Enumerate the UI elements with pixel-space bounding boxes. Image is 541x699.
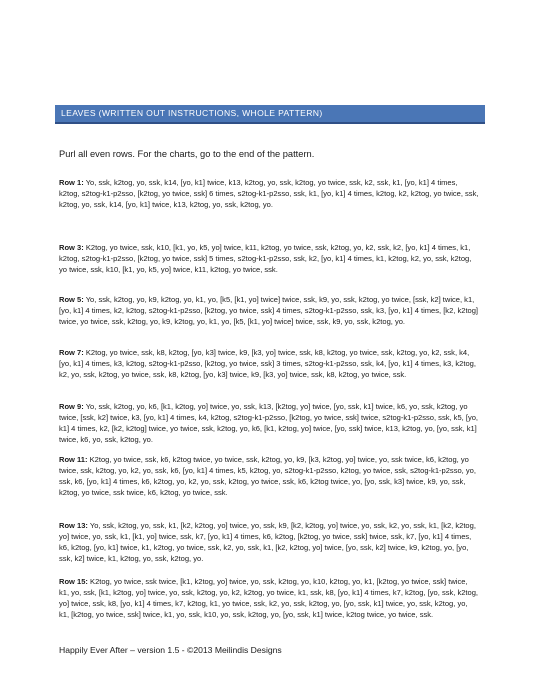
page-footer: Happily Ever After – version 1.5 - ©2013 Meilindis Designs: [59, 645, 282, 655]
row-instruction: [59, 177, 479, 210]
row-text: K2tog, yo twice, ssk, k10, [k1, yo, k5, yo] twice, k11, k2tog, yo twice, ssk, k2tog, yo, k2, ssk, k2, [yo, k1] 4 times, k1, k2tog, s2tog-k1-p2sso, [k2tog, yo twice, ssk] 5 times, s2tog-k1-p2sso, ssk, k2, [yo, k1] 4 times, k1, k2tog, k2, yo, ssk, k2tog, yo twice, ssk, k10, [k1, yo, k5, yo] twice, k11, k2tog, yo twice, ssk.: [59, 243, 472, 274]
row-text: Yo, ssk, k2tog, yo, k6, [k1, k2tog, yo] twice, yo, ssk, k13, [k2tog, yo] twice, [yo, ssk, k1] twice, k6, yo, ssk, k2tog, yo twice, [ssk, k2] twice, k3, [yo, k1] 4 times, k4, k2tog, s2tog-k1-p2sso, [k2tog, yo twice, ssk] twice, s2tog-k1-p2sso, ssk, k5, [yo, k1] 4 times, k2, [k2, k2tog] twice, yo twice, ssk, k2tog, yo, k6, [k1, k2tog, yo] twice, [yo, ssk] twice, k13, k2tog, yo, [yo, ssk, k1] twice, k6, yo, ssk, k2tog, yo.: [59, 402, 479, 444]
row-instruction: [59, 520, 479, 564]
row-text: K2tog, yo twice, ssk, k8, k2tog, [yo, k3] twice, k9, [k3, yo] twice, ssk, k8, k2tog, yo twice, ssk, k2tog, yo, k2, ssk, k4, [yo, k1] 4 times, k3, k2tog, s2tog-k1-p2sso, [k2tog, yo twice, ssk] 3 times, s2tog-k1-p2sso, ssk, k4, [yo, k1] 4 times, k3, k2tog, k2, yo, ssk, k2tog, yo twice, ssk, k8, k2tog, [yo, k3] twice, k9, [k3, yo] twice, ssk, k8, k2tog, yo twice, ssk.: [59, 348, 476, 379]
row-instruction: [59, 576, 479, 620]
row-text: Yo, ssk, k2tog, yo, k9, k2tog, yo, k1, yo, [k5, [k1, yo] twice] twice, ssk, k9, yo, ssk, k2tog, yo twice, [ssk, k2] twice, k1, [yo, k1] 4 times, k2, k2tog, s2tog-k1-p2sso, [k2tog, yo twice, ssk] 4 times, s2tog-k1-p2sso, ssk, k3, [yo, k1] 4 times, [k2, k2tog] twice, yo twice, ssk, k2tog, yo, k9, k2tog, yo, k1, yo, [k5, [k1, yo] twice] twice, ssk, k9, yo, ssk, k2tog, yo.: [59, 295, 479, 326]
row-label: Row 7:: [59, 348, 84, 357]
row-label: Row 1:: [59, 178, 84, 187]
row-label: Row 15:: [59, 577, 88, 586]
section-title: LEAVES (WRITTEN OUT INSTRUCTIONS, WHOLE PATTERN): [61, 108, 323, 118]
row-label: Row 5:: [59, 295, 84, 304]
row-text: Yo, ssk, k2tog, yo, ssk, k1, [k2, k2tog, yo] twice, yo, ssk, k9, [k2, k2tog, yo] twice, yo, ssk, k2, yo, ssk, k1, [k2, k2tog, yo] twice, yo, ssk, k1, [k1, yo] twice, ssk, k7, [yo, k1] 4 times, k6, k2tog, [k2tog, yo twice, ssk] twice, ssk, k7, [yo, k1] 4 times, k6, k2tog, [yo, k1] twice, k1, k2tog, yo twice, ssk, k2, yo, ssk, k1, [k2, k2tog, yo] twice, [yo, ssk, k2] twice, k9, k2tog, yo, [yo, ssk, k2] twice, k1, k2tog, yo, ssk, k2tog, yo.: [59, 521, 476, 563]
row-instruction: [59, 242, 479, 275]
row-label: Row 9:: [59, 402, 84, 411]
row-instruction: [59, 347, 479, 380]
row-text: K2tog, yo twice, ssk, k6, k2tog twice, yo twice, ssk, k2tog, yo, k9, [k3, k2tog, yo] twice, yo, ssk twice, k6, k2tog, yo twice, ssk, k2tog, yo, k2, yo, ssk, k6, [yo, k1] 4 times, k5, k2tog, yo, s2tog-k1-p2sso, k2tog, yo twice, ssk, s2tog-k1-p2sso, yo, ssk, k6, [yo, k1] 4 times, k6, k2tog, yo, k2, yo, ssk, k2tog, yo twice, ssk, k6, k2tog twice, yo, [yo, ssk, k3] twice, k9, yo, ssk, k2tog, yo twice, ssk twice, k6, k2tog, yo twice, ssk.: [59, 455, 476, 497]
row-text: Yo, ssk, k2tog, yo, ssk, k14, [yo, k1] twice, k13, k2tog, yo, ssk, k2tog, yo twice, ssk, k2, ssk, k1, [yo, k1] 4 times, k2tog, s2tog-k1-p2sso, [k2tog, yo twice, ssk] 6 times, s2tog-k1-p2sso, ssk, k1, [yo, k1] 4 times, k2tog, k2, k2tog, yo twice, ssk, k2tog, yo, ssk, k14, [yo, k1] twice, k13, k2tog, yo, ssk, k2tog, yo.: [59, 178, 479, 209]
section-header: [55, 105, 485, 124]
intro-text: Purl all even rows. For the charts, go to the end of the pattern.: [59, 149, 315, 159]
row-instruction: [59, 454, 479, 498]
row-label: Row 13:: [59, 521, 88, 530]
row-instruction: [59, 401, 479, 445]
row-text: K2tog, yo twice, ssk twice, [k1, k2tog, yo] twice, yo, ssk, k2tog, yo, k10, k2tog, yo, k1, [k2tog, yo twice, ssk] twice, k1, yo, ssk, [k1, k2tog, yo] twice, yo, ssk, k2tog, yo, k2, k2tog, yo twice, k1, ssk, k8, [yo, k1] 4 times, k7, k2tog, [yo, ssk, k2tog, yo] twice, ssk, k8, [yo, k1] 4 times, k7, k2tog, k1, yo twice, ssk, k2, yo, ssk, k2tog, yo, [yo, ssk, k1] twice, yo, ssk, k2tog, yo, k1, [k2tog, yo twice, ssk] twice, k1, yo, ssk, k10, yo, ssk, k2tog, yo, [yo, ssk, k1] twice, k2tog twice, yo twice, ssk.: [59, 577, 479, 619]
row-label: Row 3:: [59, 243, 84, 252]
row-label: Row 11:: [59, 455, 88, 464]
row-instruction: [59, 294, 479, 327]
